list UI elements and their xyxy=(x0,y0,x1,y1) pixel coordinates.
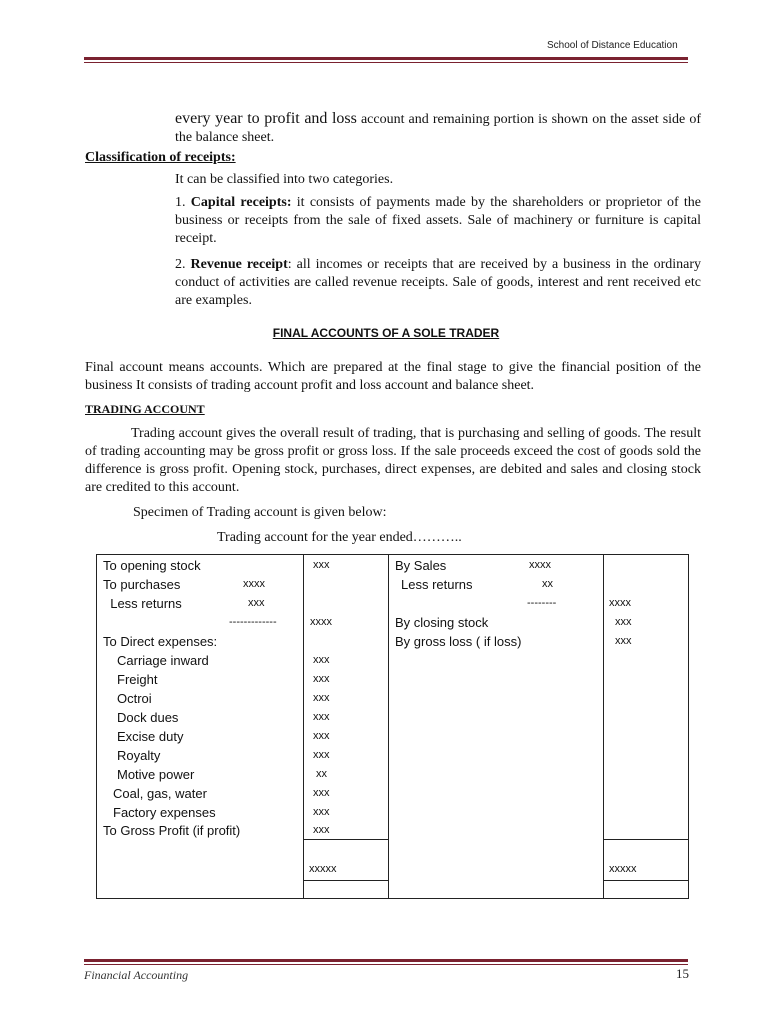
col-divider-center xyxy=(388,555,389,898)
trading-account-title: Trading account for the year ended……….. xyxy=(217,530,462,545)
classification-lead: It can be classified into two categories. xyxy=(175,172,394,187)
footer-rule-thick xyxy=(84,959,688,962)
debit-amount: xxx xyxy=(313,654,330,666)
credit-total: xxxxx xyxy=(609,863,637,875)
col-divider-credit-amount xyxy=(603,555,604,898)
credit-amount: xxx xyxy=(615,616,632,628)
debit-label: Less returns xyxy=(103,596,182,611)
intro-rest: account and remaining portion is shown on the asset side of the balance sheet. xyxy=(175,112,701,145)
debit-label: Dock dues xyxy=(117,710,179,725)
debit-label: Carriage inward xyxy=(117,653,209,668)
debit-label: To opening stock xyxy=(103,558,201,573)
debit-amount: xxx xyxy=(313,824,330,836)
debit-amount: xxx xyxy=(313,692,330,704)
debit-label: Freight xyxy=(117,672,158,687)
final-accounts-paragraph: Final account means accounts. Which are prepared at the final stage to give the financial position of the business It consists of trading account profit and loss account and balance sheet. xyxy=(85,360,701,393)
credit-amount: xxx xyxy=(615,635,632,647)
credit-label: By closing stock xyxy=(395,615,489,630)
credit-label: By gross loss ( if loss) xyxy=(395,634,522,649)
revenue-receipt-item xyxy=(175,256,701,310)
debit-label: Motive power xyxy=(117,767,195,782)
page-number: 15 xyxy=(676,966,689,981)
item1-text: it consists of payments made by the shareholders or proprietor of the business or receipts from the sale of fixed assets. Sale of machinery or furniture is capital receipt. xyxy=(175,195,702,246)
credit-total-bottom-line xyxy=(603,880,689,881)
specimen-line: Specimen of Trading account is given below: xyxy=(133,505,387,520)
debit-amount: xxx xyxy=(313,730,330,742)
debit-label: Excise duty xyxy=(117,729,184,744)
item1-term: Capital receipts: xyxy=(190,195,292,210)
trading-account-paragraph: Trading account gives the overall result of trading, that is purchasing and selling of goods. The result of trading accounting may be gross profit or gross loss. If the sale proceeds exceed the cost of goods sold the difference is gross profit. Opening stock, purchases, direct expenses, are debited and sales and closing stock are credited to this account. xyxy=(85,426,701,495)
header-rule-thick xyxy=(84,57,688,60)
item2-number: 2. xyxy=(175,257,191,272)
debit-amount: xxx xyxy=(313,711,330,723)
debit-amount: xxxx xyxy=(310,616,332,628)
debit-total: xxxxx xyxy=(309,863,337,875)
credit-subtotal-dashes: -------- xyxy=(527,597,557,609)
debit-amount: xxx xyxy=(313,673,330,685)
trading-account-table xyxy=(96,554,689,899)
debit-amount: xxx xyxy=(313,559,330,571)
footer-subject: Financial Accounting xyxy=(84,968,189,982)
debit-amount: xxx xyxy=(313,787,330,799)
debit-label: Coal, gas, water xyxy=(113,786,207,801)
debit-subtotal-dashes: ------------- xyxy=(229,616,277,628)
intro-paragraph xyxy=(175,110,701,147)
header-rule-thin xyxy=(84,62,688,63)
debit-total-bottom-line xyxy=(303,880,388,881)
debit-label: Octroi xyxy=(117,691,152,706)
item2-text: : all incomes or receipts that are received by a business in the ordinary conduct of activities are called revenue receipts. Sale of goods, interest and rent received etc are examples. xyxy=(175,257,702,308)
debit-label: To purchases xyxy=(103,577,181,592)
footer-rule-thin xyxy=(84,964,688,965)
debit-amount: xxx xyxy=(313,806,330,818)
debit-label: Factory expenses xyxy=(113,805,216,820)
item1-number: 1. xyxy=(175,195,191,210)
debit-label: Royalty xyxy=(117,748,161,763)
capital-receipts-item xyxy=(175,194,701,248)
debit-label: To Gross Profit (if profit) xyxy=(103,823,241,838)
credit-label: By Sales xyxy=(395,558,447,573)
debit-amount: xx xyxy=(316,768,327,780)
credit-total-top-line xyxy=(603,839,689,840)
credit-amount: xxxx xyxy=(609,597,631,609)
intro-lead: every year to profit and loss xyxy=(175,110,357,127)
debit-amount: xxx xyxy=(313,749,330,761)
header-school-name: School of Distance Education xyxy=(547,40,678,51)
credit-sub-amount: xxxx xyxy=(529,559,551,571)
credit-sub-amount: xx xyxy=(542,578,553,590)
col-divider-debit-amount xyxy=(303,555,304,898)
debit-label: To Direct expenses: xyxy=(103,634,218,649)
debit-sub-amount: xxx xyxy=(248,597,265,609)
debit-sub-amount: xxxx xyxy=(243,578,265,590)
trading-account-heading: TRADING ACCOUNT xyxy=(85,402,205,416)
item2-term: Revenue receipt xyxy=(190,257,288,272)
final-accounts-heading: FINAL ACCOUNTS OF A SOLE TRADER xyxy=(272,326,500,340)
classification-heading: Classification of receipts: xyxy=(85,150,236,165)
credit-label: Less returns xyxy=(401,577,473,592)
